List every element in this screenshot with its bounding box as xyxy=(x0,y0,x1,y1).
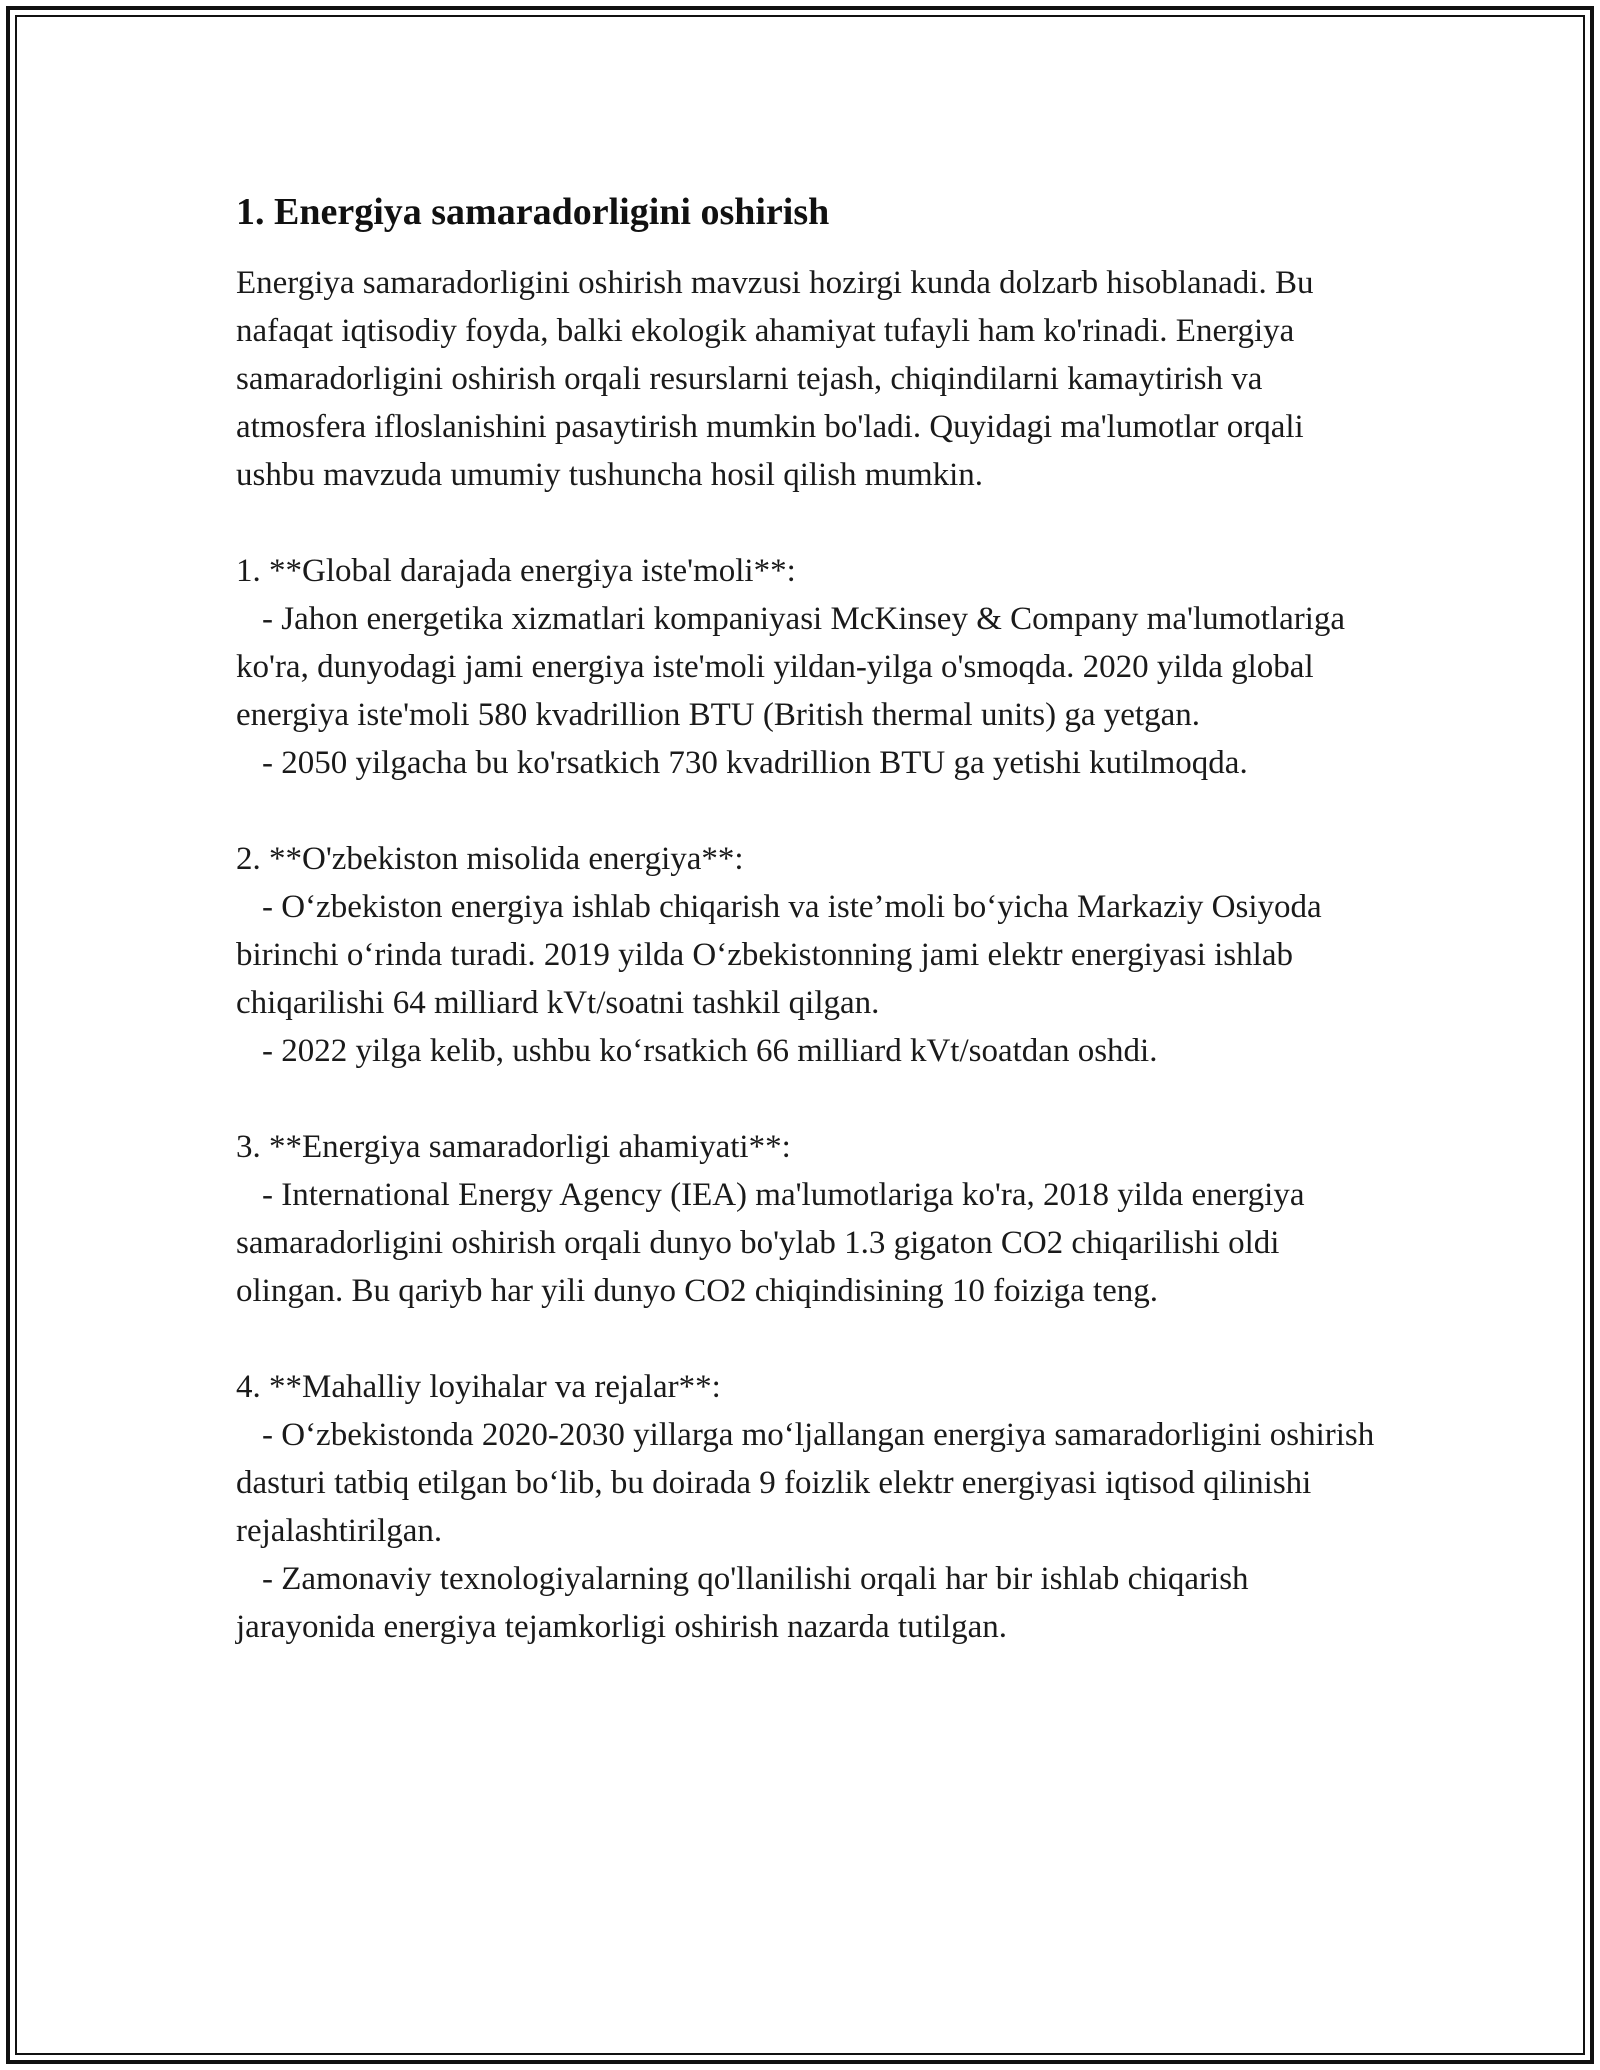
intro-paragraph: Energiya samaradorligini oshirish mavzusi hozirgi kunda dolzarb hisoblanadi. Bu nafaqat iqtisodiy foyda, balki ekologik ahamiyat tufayli ham ko'rinadi. Energiya samaradorligini oshirish orqali resurslarni tejash, chiqindilarni kamaytirish va atmosfera ifloslanishini pasaytirish mumkin bo'ladi. Quyidagi ma'lumotlar orqali ushbu mavzuda umumiy tushuncha hosil qilish mumkin. xyxy=(236,265,1314,493)
section-local-projects xyxy=(236,1363,1376,1651)
section-efficiency-importance xyxy=(236,1123,1376,1315)
list-item: - 2022 yilga kelib, ushbu ko‘rsatkich 66 milliard kVt/soatdan oshdi. xyxy=(262,1033,1158,1069)
list-item: - Zamonaviy texnologiyalarning qo'llanilishi orqali har bir ishlab chiqarish jarayonida energiya tejamkorligi oshirish nazarda tutilgan. xyxy=(236,1561,1249,1645)
section-global-consumption xyxy=(236,547,1376,787)
list-item: - O‘zbekistonda 2020-2030 yillarga mo‘ljallangan energiya samaradorligini oshirish dasturi tatbiq etilgan bo‘lib, bu doirada 9 foizlik elektr energiyasi iqtisod qilinishi rejalashtirilgan. xyxy=(236,1417,1375,1549)
section-heading: 2. **O'zbekiston misolida energiya**: xyxy=(236,841,744,877)
section-heading: 4. **Mahalliy loyihalar va rejalar**: xyxy=(236,1369,721,1405)
list-item: - International Energy Agency (IEA) ma'lumotlariga ko'ra, 2018 yilda energiya samaradorligini oshirish orqali dunyo bo'ylab 1.3 gigaton CO2 chiqarilishi oldi olingan. Bu qariyb har yili dunyo CO2 chiqindisining 10 foiziga teng. xyxy=(236,1177,1305,1309)
section-heading: 1. **Global darajada energiya iste'moli**: xyxy=(236,553,796,589)
list-item: - O‘zbekiston energiya ishlab chiqarish va iste’moli bo‘yicha Markaziy Osiyoda birinchi o‘rinda turadi. 2019 yilda O‘zbekistonning jami elektr energiyasi ishlab chiqarilishi 64 milliard kVt/soatni tashkil qilgan. xyxy=(236,889,1322,1021)
section-heading: 3. **Energiya samaradorligi ahamiyati**: xyxy=(236,1129,791,1165)
list-item: - Jahon energetika xizmatlari kompaniyasi McKinsey & Company ma'lumotlariga ko'ra, dunyodagi jami energiya iste'moli yildan-yilga o'smoqda. 2020 yilda global energiya iste'moli 580 kvadrillion BTU (British thermal units) ga yetgan. xyxy=(236,601,1346,733)
document-body xyxy=(236,185,1376,1651)
list-item: - 2050 yilgacha bu ko'rsatkich 730 kvadrillion BTU ga yetishi kutilmoqda. xyxy=(262,745,1248,781)
document-title: 1. Energiya samaradorligini oshirish xyxy=(236,191,830,233)
section-uzbekistan-energy xyxy=(236,835,1376,1075)
